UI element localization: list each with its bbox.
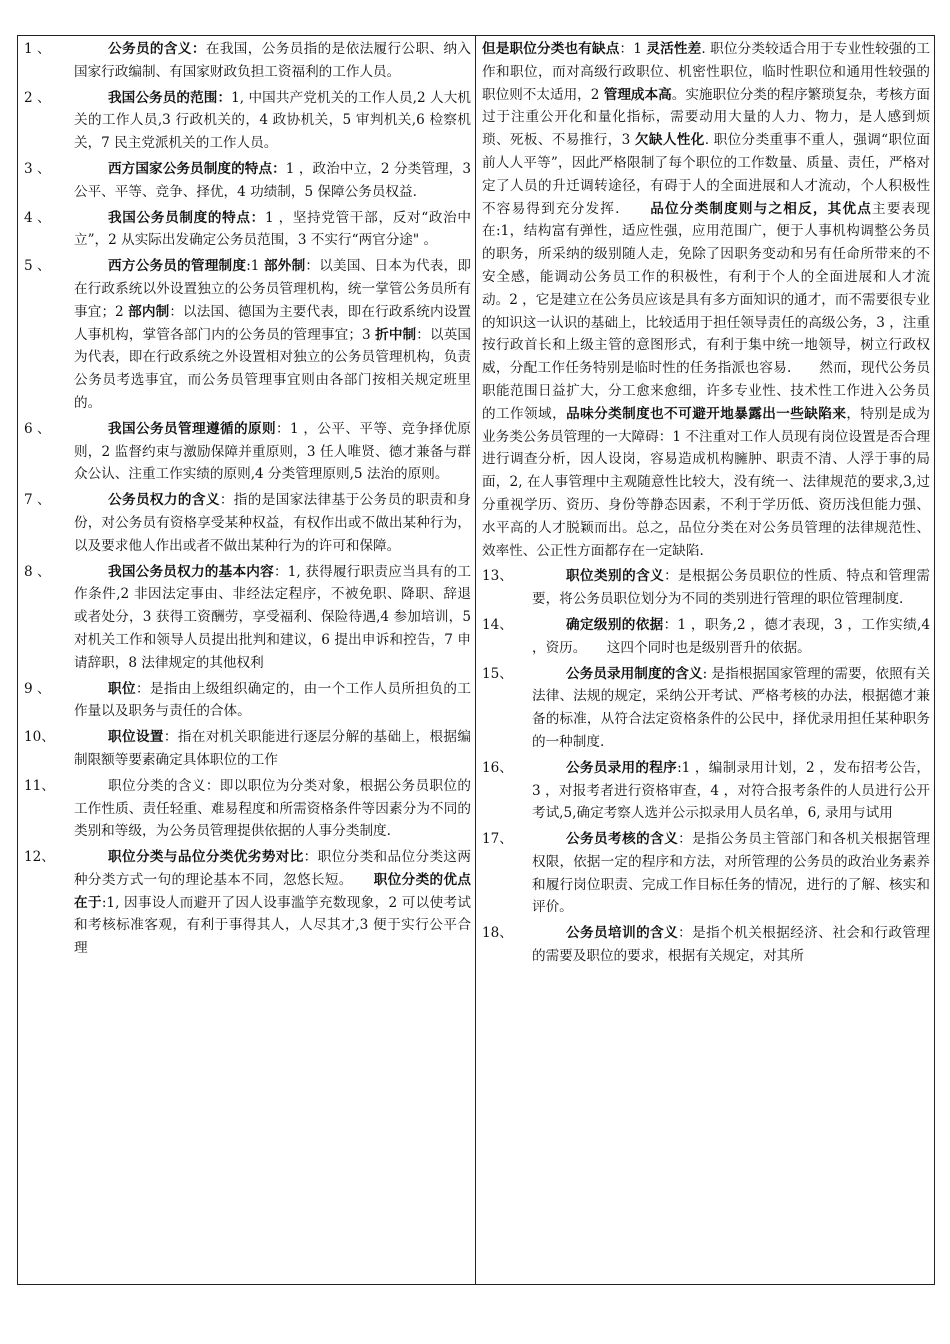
list-item	[482, 828, 930, 919]
item-number: 16、	[482, 759, 513, 776]
bold-text: 部内制	[128, 303, 170, 320]
bold-text: 公务员录用的程序	[566, 759, 678, 776]
item-number: 17、	[482, 831, 513, 848]
item-number: 4 、	[24, 209, 51, 226]
list-item	[24, 678, 471, 724]
item-body	[74, 258, 471, 411]
item-body	[532, 568, 930, 607]
list-item	[482, 565, 930, 611]
bold-text: 我国公务员管理遵循的原则	[108, 420, 277, 437]
right-column	[476, 36, 934, 1284]
bold-text: 公务员考核的含义	[566, 831, 679, 848]
list-item	[24, 726, 471, 772]
list-item	[482, 757, 930, 825]
body-text: 1, 中国共产党机关的工作人员,2 人大机关的工作人员,3 行政机关的，4 政协机关，5 审判机关,6 检察机关，7 民主党派机关的工作人员。	[74, 89, 471, 152]
item-body	[532, 760, 930, 822]
item-number: 5 、	[24, 258, 51, 275]
list-item	[482, 614, 930, 660]
body-text: . 职位分类较适合用于专业性较强的工作和职位，而对高级行政职位、机密性职位，临时性职位和通用性较强的职位则不太适用，2	[482, 41, 930, 103]
list-item	[24, 561, 471, 675]
bold-text: 公务员权力的含义	[108, 492, 220, 509]
bold-text: 品味分类制度也不可避开地暴露出一些缺陷来	[566, 405, 847, 422]
item-number: 2 、	[24, 89, 51, 106]
bold-text: 职位分类与品位分类优劣势对比	[108, 849, 304, 866]
bold-text: 公务员的含义：	[108, 41, 206, 57]
item-body	[74, 778, 471, 840]
bold-text: 欠缺人性化	[634, 132, 705, 149]
item-body	[74, 681, 471, 720]
item-number: 1 、	[24, 41, 51, 57]
left-column	[18, 36, 476, 1284]
body-text: ：是指由上级组织确定的，由一个工作人员所担负的工作量以及职务与责任的合体。	[74, 680, 471, 720]
body-text: ：以美国、日本为代表，即在行政系统以外设置独立的公务员管理机构，统一掌管公务员所有事宜；2	[74, 258, 472, 320]
bold-text: 确定级别的依据	[566, 616, 664, 633]
item-number: 8 、	[24, 563, 51, 580]
list-item	[24, 87, 471, 155]
list-item	[24, 846, 471, 960]
item-body	[74, 849, 471, 956]
item-body	[74, 492, 471, 554]
list-item	[24, 207, 471, 253]
body-text: ：指在对机关职能进行逐层分解的基础上，根据编制限额等要素确定具体职位的工作	[74, 729, 471, 768]
bold-text: 公务员培训的含义	[566, 925, 679, 942]
item-body	[74, 564, 471, 671]
body-text: ：以法国、德国为主要代表，即在行政系统内设置人事机构，掌管各部门内的公务员的管理事宜；3	[74, 303, 472, 343]
item-number: 13、	[482, 568, 513, 585]
item-body	[532, 617, 930, 656]
body-text: : 是指根据国家管理的需要，依照有关法律、法规的规定，采纳公开考试、严格考核的办法，根据德才兼备的标准，从符合法定资格条件的公民中，择优录用担任某种职务的一种制度.	[532, 665, 930, 750]
item-body	[74, 729, 471, 768]
bold-text: 职位设置	[108, 729, 164, 746]
list-item	[482, 663, 930, 754]
body-text: ：1	[619, 41, 647, 57]
list-item	[24, 158, 471, 204]
body-text: :1 ，编制录用计划，2 ，发布招考公告，3 ，对报考者进行资格审查，4 ，对符合报考条件的人员进行公开考试,5,确定考察人选并公示拟录用人员名单，6, 录用与试用	[532, 759, 930, 822]
item-body	[74, 41, 471, 80]
bold-text: 折中制	[375, 326, 417, 343]
item-body	[532, 925, 930, 964]
item-number: 3 、	[24, 160, 51, 177]
item-body	[74, 210, 471, 249]
bold-text: 灵活性差	[646, 41, 702, 57]
item-number: 7 、	[24, 492, 51, 509]
body-text: 。实施职位分类的程序繁琐复杂，考核方面过于注重公开化和量化指标，需要动用大量的人力、物力，是人感到烦琐、死板、不易推行，3	[482, 86, 931, 149]
item-number: 18、	[482, 925, 513, 942]
bold-text: 职位	[108, 680, 136, 697]
body-text: ：1 ，公平、平等、竞争择优原则，2 监督约束与激励保障并重原则，3 任人唯贤、德才兼备与群众公认、注重工作实绩的原则,4 分类管理原则,5 法治的原则。	[74, 420, 471, 483]
item-body	[532, 666, 930, 750]
item-number: 15、	[482, 665, 513, 682]
continued-paragraph	[482, 38, 930, 562]
body-text: ，特别是成为业务类公务员管理的一大障碍：1 不注重对工作人员现有岗位设置是否合理进行调查分析，因人设岗，容易造成机构臃肿、职责不清、人浮于事的局面，2, 在人事管理中主观随意性比较大，没有统一、法律规范的要求,3,过分重视学历、资历、身份等静态因素，不利于学历低、资历浅但能力强、水平高的人才脱颖而出。总之，品位分类在对公务员管理的法律规范性、效率性、公正性方面都存在一定缺陷.	[482, 405, 931, 559]
bold-text: 但是职位分类也有缺点	[482, 41, 620, 57]
body-text: ：是根据公务员职位的性质、特点和管理需要，将公务员职位划分为不同的类别进行管理的职位管理制度.	[532, 568, 931, 608]
bold-text: 部外制	[263, 258, 306, 275]
document-page	[17, 35, 935, 1285]
list-item	[24, 775, 471, 843]
body-text: 主要表现在:1，结构富有弹性，适应性强，应用范围广，便于人事机构调整公务员的职务，所采纳的级别随人走，免除了因职务变动和另有任命所带来的不安全感，能调动公务员工作的积极性，有利于个人的全面进展和人才流动。2 ，它是建立在公务员应该是具有多方面知识的通才，而不需要很专业的知识这一认识的基础上，比较适用于担任领导责任的高级公务，3 ，注重按行政首长和上级主管的意图形式，有利于集中统一地领导，树立行政权威，分配工作任务特别是临时性的任务指派也容易. 然而，现代公务员职能范围日益扩大，分工愈来愈细，许多专业性、技术性工作进入公务员的工作领域，	[482, 200, 931, 422]
list-item	[24, 255, 471, 415]
bold-text: 管理成本高	[603, 86, 672, 103]
item-number: 9 、	[24, 680, 51, 697]
body-text: 1 ，政治中立，2 分类管理，3 公平、平等、竞争、择优，4 功绩制，5 保障公务员权益.	[74, 160, 471, 200]
bold-text: 西方国家公务员制度的特点：	[108, 160, 286, 177]
body-text: 职位分类的含义：即以职位为分类对象，根据公务员职位的工作性质、责任轻重、难易程度和所需资格条件等因素分为不同的类别和等级，为公务员管理提供依据的人事分类制度.	[74, 777, 471, 840]
body-text: ：是指个机关根据经济、社会和行政管理的需要及职位的要求，根据有关规定，对其所	[532, 925, 931, 965]
item-number: 11、	[24, 777, 55, 794]
item-body	[74, 161, 471, 200]
body-text: ：1, 获得履行职责应当具有的工作条件,2 非因法定事由、非经法定程序，不被免职、降职、辞退或者处分，3 获得工资酬劳，享受福利、保险待遇,4 参加培训，5 对机关工作和领导人员提出批判和建议，6 提出申诉和控告，7 申请辞职，8 法律规定的其他权利	[74, 563, 471, 671]
body-text: ：1 ，职务,2 ，德才表现，3 ，工作实绩,4 ，资历。 这四个同时也是级别晋升的依据。	[532, 616, 931, 656]
body-text: :1	[246, 258, 264, 275]
body-text: ：以英国为代表，即在行政系统之外设置相对独立的公务员管理机构，负责公务员考选事宜，而公务员管理事宜则由各部门按相关规定班里的。	[74, 326, 472, 411]
item-number: 10、	[24, 729, 55, 746]
body-text: 1 ，坚持党管干部，反对“政治中立”，2 从实际出发确定公务员范围，3 不实行“两官分途" 。	[74, 209, 471, 249]
body-text: ：职位分类和品位分类这两种分类方式一句的理论基本不同，忽悠长短。	[74, 849, 472, 888]
bold-text: 职位分类的优点在于	[74, 871, 472, 911]
bold-text: 我国公务员权力的基本内容	[108, 563, 274, 580]
bold-text: 我国公务员的范围：	[108, 89, 232, 106]
body-text: :1, 因事设人而避开了因人设事滥竽充数现象，2 可以使考试和考核标准客观，有利于事得其人，人尽其才,3 便于实行公平合理	[74, 894, 472, 957]
item-body	[74, 90, 471, 152]
item-number: 6 、	[24, 420, 51, 437]
list-item	[24, 489, 471, 557]
item-number: 12、	[24, 849, 55, 866]
list-item	[482, 922, 930, 968]
body-text: ：是指公务员主管部门和各机关根据管理权限，依据一定的程序和方法，对所管理的公务员的政治业务素养和履行岗位职责、完成工作目标任务的情况，进行的了解、核实和评价。	[532, 831, 931, 916]
body-text: 在我国，公务员指的是依法履行公职、纳入国家行政编制、有国家财政负担工资福利的工作人员。	[74, 41, 472, 80]
bold-text: 品位分类制度则与之相反，其优点	[650, 200, 873, 217]
bold-text: 公务员录用制度的含义	[566, 665, 703, 682]
list-item	[24, 418, 471, 486]
bold-text: 西方公务员的管理制度	[108, 258, 247, 275]
item-body	[532, 831, 930, 915]
item-body	[74, 421, 471, 483]
body-text: ：指的是国家法律基于公务员的职责和身份，对公务员有资格享受某种权益，有权作出或不做出某种行为，以及要求他人作出或者不做出某种行为的许可和保障。	[74, 492, 472, 554]
body-text: . 职位分类重事不重人，强调“职位面前人人平等”，因此严格限制了每个职位的工作数量、质量、责任，严格对定了人员的升迁调转途径，有碍于人的全面进展和人才流动，个人积极性不容易得到充分发挥.	[482, 132, 931, 217]
item-number: 14、	[482, 616, 513, 633]
list-item	[24, 38, 471, 84]
bold-text: 我国公务员制度的特点：	[108, 209, 265, 226]
bold-text: 职位类别的含义	[566, 568, 665, 585]
